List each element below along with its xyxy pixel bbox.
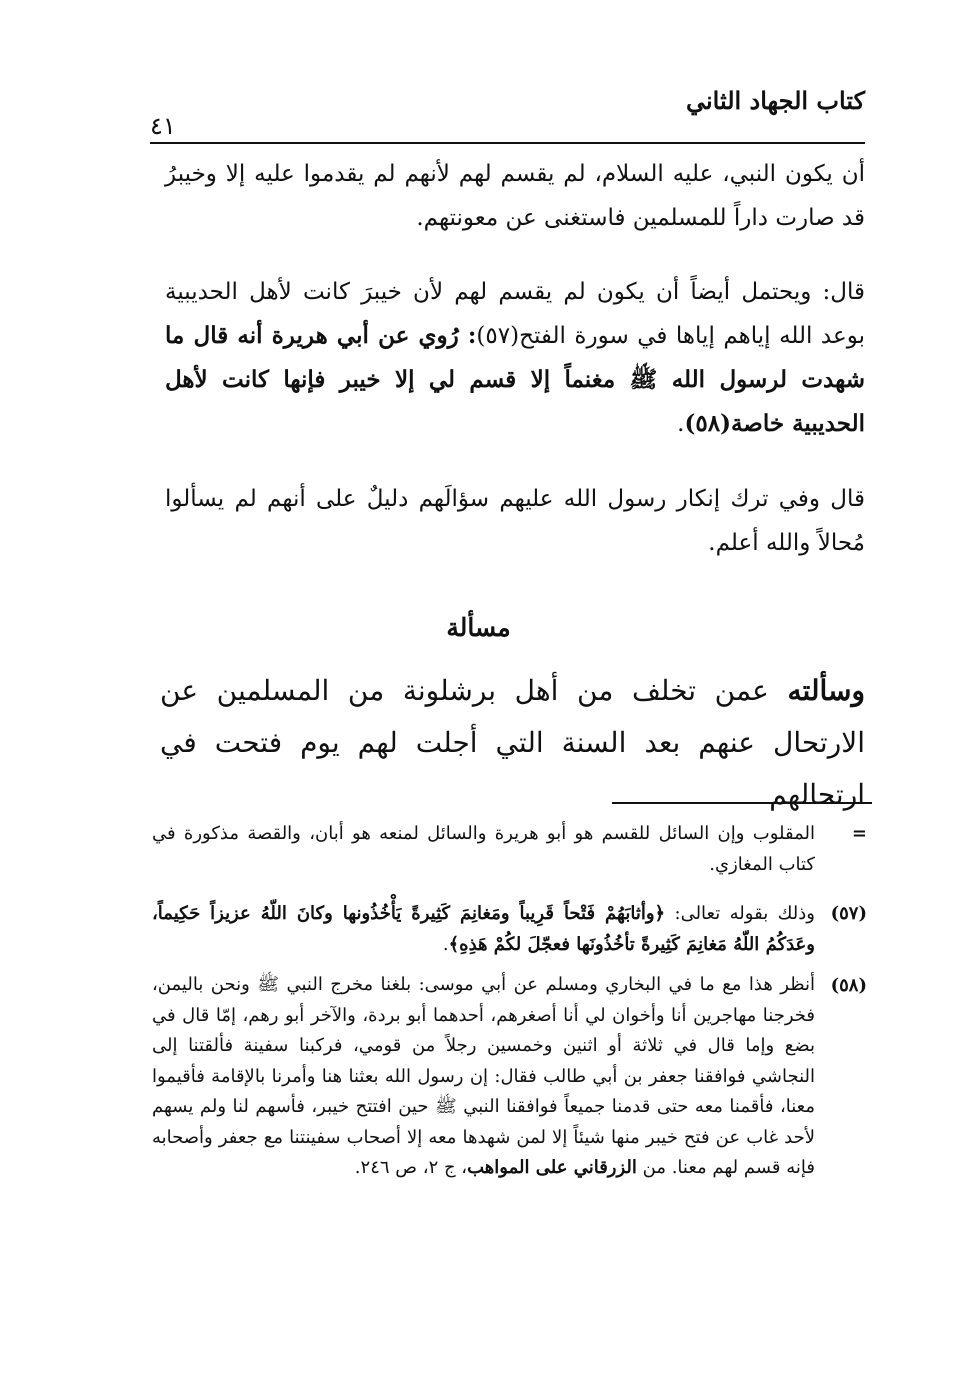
question-lead: وسألته	[787, 674, 865, 707]
paragraph-1: أن يكون النبي، عليه السلام، لم يقسم لهم لأنهم لم يقدموا عليه إلا وخيبرُ قد صارت داراً للمسلمين فاستغنى عن معونتهم.	[165, 161, 865, 231]
footnote-text	[152, 970, 815, 1184]
question-paragraph	[160, 665, 865, 821]
page-number: ٤١	[150, 112, 176, 140]
footnote-marker: (٥٧)	[830, 903, 867, 924]
quran-quote: ﴿وأثابَهُمْ فَتْحاً قَرِيباً ومَغانِمَ كَثِيرةً يَأْخُذُونها وكانَ اللّهُ عزيزاً حَكِيماً، وعَدَكُمُ اللّهُ مَغانِمَ كَثِيرةً تأخُذُونَها فعجّلَ لكُمْ هَذِهِ﴾	[152, 903, 815, 955]
paragraph-2-hadith: : رُوي عن أبي هريرة أنه قال ما شهدت لرسول الله ﷺ مغنماً إلا قسم لي إلا خيبر فإنها كانت لأهل الحديبية خاصة	[165, 322, 865, 437]
footnote-ref-57: (٥٧)	[476, 323, 520, 349]
footnote-body: أنظر هذا مع ما في البخاري ومسلم عن أبي موسى: بلغنا مخرج النبي ﷺ ونحن باليمن، فخرجنا مهاجرين أنا وأخوان لي أنا أصغرهم، أحدهما أبو بردة، والآخر أبو رهم، إمّا قال في بضع وإما قال في ثلاثة أو اثنين وخمسين رجلاً من قومي، فركبنا سفينة فألقتنا إلى النجاشي فوافقنا جعفر بن أبي طالب فقال: إن رسول الله بعثنا هنا وأمرنا بالإقامة فأقيموا معنا، فأقمنا معه حتى قدمنا جميعاً فوافقنا النبي ﷺ حين افتتح خيبر، فأسهم لنا ولم يسهم لأحد غاب عن فتح خيبر منها شيئاً إلا لمن شهدها معه إلا أصحاب سفينتنا مع جعفر وأصحابه فإنه قسم لهم معنا. من	[152, 974, 815, 1178]
footnote-source: الزرقاني على المواهب	[467, 1157, 637, 1178]
footnote-text: المقلوب وإن السائل للقسم هو أبو هريرة والسائل لمنعه هو أبان، والقصة مذكورة في كتاب المغازي.	[152, 823, 815, 875]
footnote-continued	[152, 818, 867, 880]
running-header-title: كتاب الجهاد الثاني	[685, 86, 865, 115]
footnote-divider	[612, 802, 872, 804]
footnote-marker: =	[851, 823, 867, 844]
paragraph-2-text-a: قال: ويحتمل أيضاً أن يكون لم يقسم لهم لأن خيبرَ كانت لأهل الحديبية بوعد الله إياهم إياها في سورة الفتح	[165, 279, 865, 349]
footnote-end: .	[442, 934, 449, 955]
paragraph-2	[165, 270, 865, 446]
footnote-ref-58: (٥٨)	[684, 410, 731, 437]
footnote-text	[152, 898, 815, 960]
footnote-intro: وذلك بقوله تعالى:	[665, 903, 815, 924]
footnote-57	[152, 898, 867, 960]
header-divider	[150, 142, 865, 144]
footnote-58	[152, 970, 867, 1184]
footnote-marker: (٥٨)	[830, 975, 867, 996]
section-heading: مسألة	[446, 613, 511, 642]
footnote-source-end: ، ج ٢، ص ٢٤٦.	[354, 1157, 468, 1178]
paragraph-2-end: .	[677, 411, 685, 437]
paragraph-3: قال وفي ترك إنكار رسول الله عليهم سؤالَهم دليلٌ على أنهم لم يسألوا مُحالاً والله أعلم.	[165, 486, 865, 556]
question-text: عمن تخلف من أهل برشلونة من المسلمين عن الارتحال عنهم بعد السنة التي أجلت لهم يوم فتحت في ارتحالهم	[160, 674, 865, 811]
